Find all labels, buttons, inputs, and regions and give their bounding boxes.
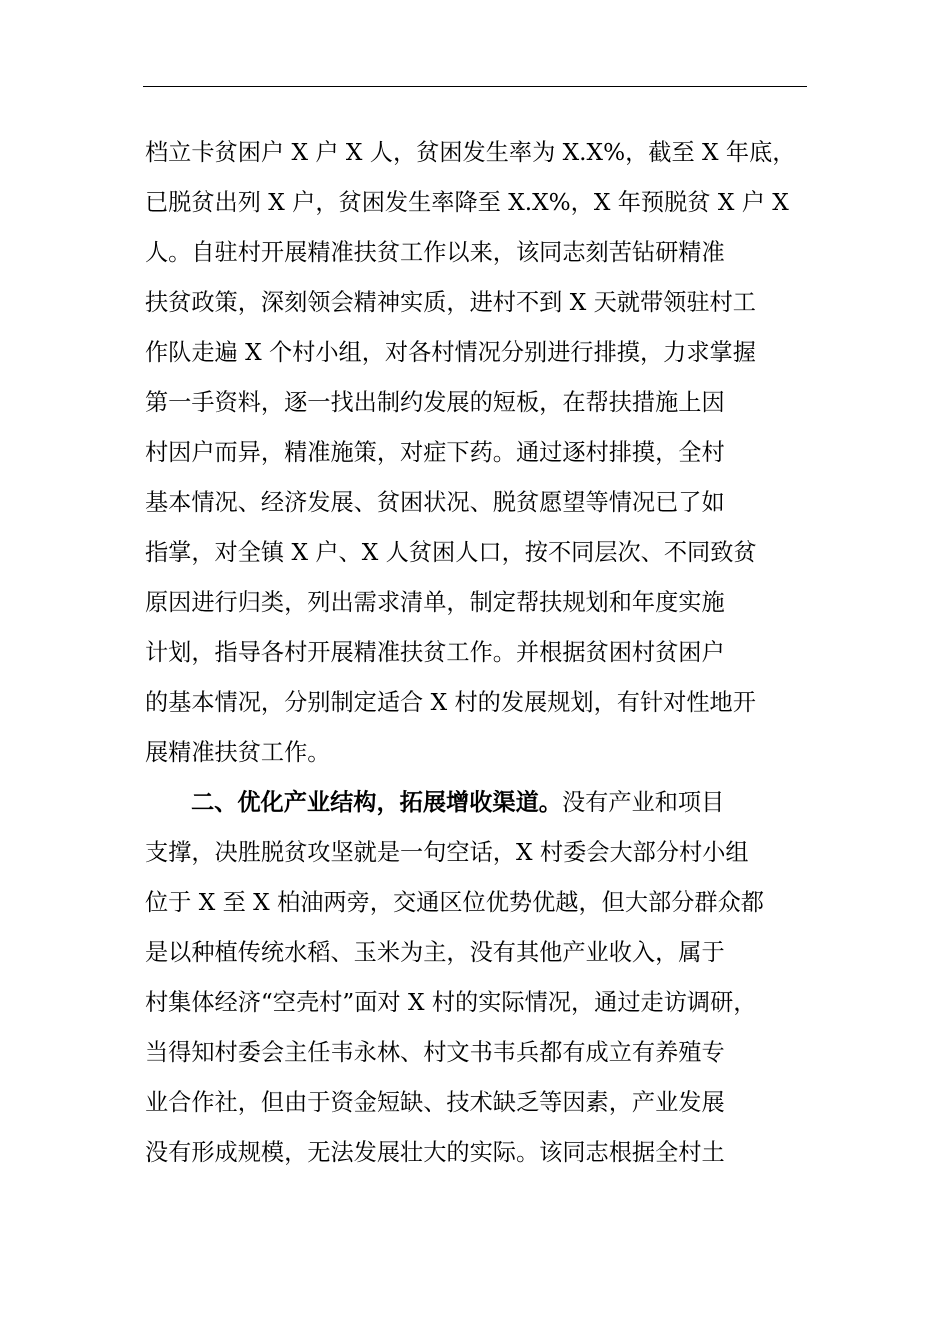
text-line: 支撑，决胜脱贫攻坚就是一句空话，X 村委会大部分村小组 [145, 839, 749, 866]
text-line: 原因进行归类，列出需求清单，制定帮扶规划和年度实施 [145, 589, 725, 616]
header-rule [143, 86, 807, 87]
text-line: 已脱贫出列 X 户，贫困发生率降至 X.X%，X 年预脱贫 X 户 X [145, 189, 789, 216]
text-line: 没有形成规模，无法发展壮大的实际。该同志根据全村土 [145, 1139, 725, 1166]
text-fragment: 没有产业和项目 [562, 789, 725, 816]
text-line: 村因户而异，精准施策，对症下药。通过逐村排摸，全村 [145, 439, 725, 466]
text-line: 是以种植传统水稻、玉米为主，没有其他产业收入，属于 [145, 939, 725, 966]
text-line: 业合作社，但由于资金短缺、技术缺乏等因素，产业发展 [145, 1089, 725, 1116]
text-line: 的基本情况，分别制定适合 X 村的发展规划，有针对性地开 [145, 689, 756, 716]
text-line: 计划，指导各村开展精准扶贫工作。并根据贫困村贫困户 [145, 639, 725, 666]
text-line: 当得知村委会主任韦永林、村文书韦兵都有成立有养殖专 [145, 1039, 725, 1066]
text-line: 作队走遍 X 个村小组，对各村情况分别进行排摸，力求掌握 [145, 339, 756, 366]
paragraph-2 [145, 778, 825, 1178]
text-line: 档立卡贫困户 X 户 X 人，贫困发生率为 X.X%，截至 X 年底， [145, 139, 796, 166]
document-body [145, 128, 825, 1178]
text-line: 扶贫政策，深刻领会精神实质，进村不到 X 天就带领驻村工 [145, 289, 756, 316]
section-heading: 二、优化产业结构，拓展增收渠道。 [191, 789, 562, 816]
text-line: 位于 X 至 X 柏油两旁，交通区位优势优越，但大部分群众都 [145, 889, 764, 916]
text-line: 展精准扶贫工作。 [145, 739, 331, 766]
text-line: 基本情况、经济发展、贫困状况、脱贫愿望等情况已了如 [145, 489, 725, 516]
paragraph-1 [145, 128, 825, 778]
text-line: 第一手资料，逐一找出制约发展的短板，在帮扶措施上因 [145, 389, 725, 416]
text-line: 人。自驻村开展精准扶贫工作以来，该同志刻苦钻研精准 [145, 239, 725, 266]
text-line: 指掌，对全镇 X 户、X 人贫困人口，按不同层次、不同致贫 [145, 539, 757, 566]
text-line: 村集体经济“空壳村”面对 X 村的实际情况，通过走访调研， [145, 989, 757, 1016]
section-heading-line [145, 778, 825, 828]
